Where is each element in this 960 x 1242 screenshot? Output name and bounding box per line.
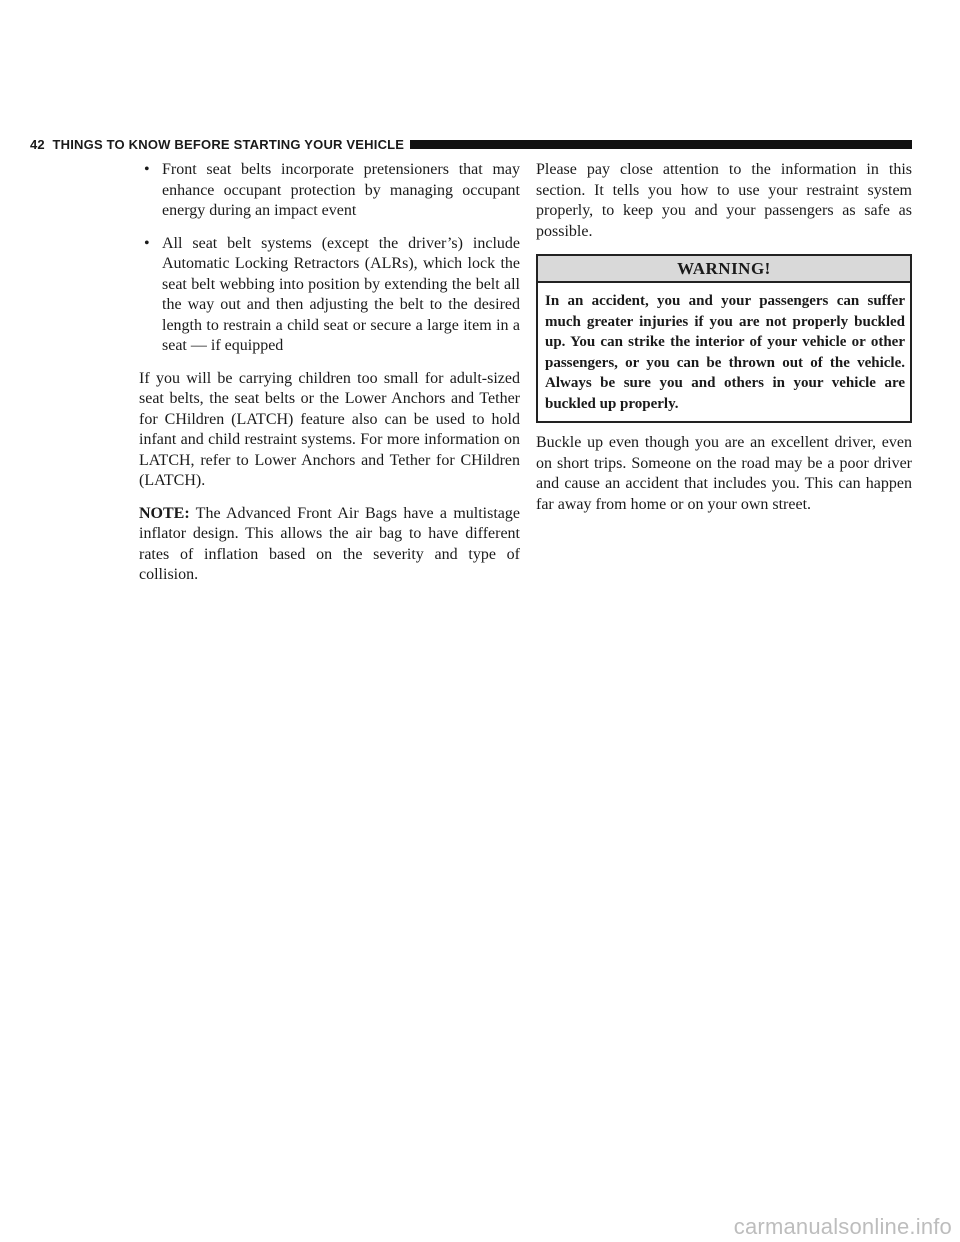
page-number: 42 — [30, 136, 45, 152]
warning-box — [536, 254, 912, 423]
header-text — [30, 137, 404, 152]
closing-paragraph: Buckle up even though you are an excellent driver, even on short trips. Someone on the road may be a poor driver and cause an accident that includes you. This can happen far away from home or on your own street. — [536, 434, 912, 513]
warning-title: WARNING! — [538, 256, 910, 283]
bullet-icon: • — [144, 234, 150, 252]
note-text: The Advanced Front Air Bags have a multistage inflator design. This allows the air bag to have different rates of inflation based on the severity and type of collision. — [139, 504, 520, 583]
warning-text: In an accident, you and your passengers can suffer much greater injuries if you are not properly buckled up. You can strike the interior of your vehicle or other passengers, or you can be thrown out of the vehicle. Always be sure you and others in your vehicle are buckled up properly. — [545, 293, 905, 412]
note-paragraph — [139, 504, 520, 586]
bullet-icon: • — [144, 161, 150, 178]
right-column — [536, 160, 912, 527]
bullet-item — [139, 234, 520, 357]
section-title: THINGS TO KNOW BEFORE STARTING YOUR VEHICLE — [52, 136, 405, 152]
bullet-item — [139, 160, 520, 222]
bullet-text: Front seat belts incorporate pretensioners that may enhance occupant protection by managing occupant energy during an impact event — [162, 161, 520, 219]
bullet-text: All seat belt systems (except the driver’s) include Automatic Locking Retractors (ALRs), which lock the seat belt webbing into position by extending the belt all the way out and then adjusting the belt to the desired length to restrain a child seat or secure a large item in a seat — if equipped — [162, 234, 520, 354]
header-rule — [410, 140, 912, 149]
page-header — [30, 136, 912, 152]
left-column — [139, 160, 520, 598]
intro-paragraph: Please pay close attention to the information in this section. It tells you how to use your restraint system properly, to keep you and your passengers as safe as possible. — [536, 161, 912, 240]
latch-paragraph: If you will be carrying children too small for adult-sized seat belts, the seat belts or the Lower Anchors and Tether for CHildren (LATCH) feature also can be used to hold infant and child restraint systems. For more information on LATCH, refer to Lower Anchors and Tether for CHildren (LATCH). — [139, 369, 520, 489]
note-label: NOTE: — [139, 504, 190, 522]
watermark: carmanualsonline.info — [733, 1214, 952, 1239]
